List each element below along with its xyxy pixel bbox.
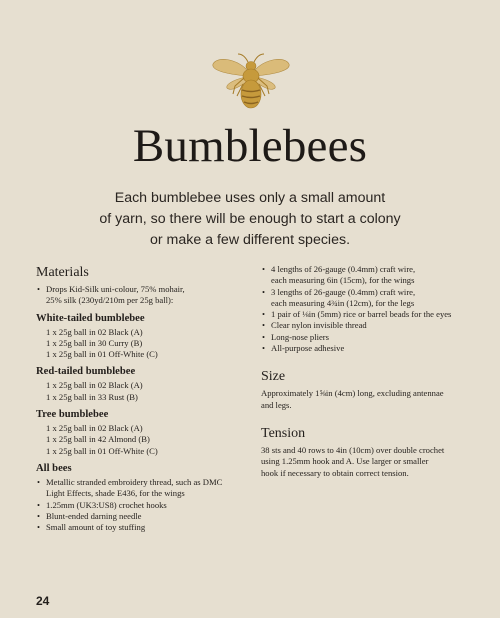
page-number: 24 [36,594,50,608]
list-item: • Long-nose pliers [261,332,471,343]
wire-line: each measuring 4¾in (12cm), for the legs [271,297,415,308]
white-tailed-item: 1 x 25g ball in 01 Off-White (C) [46,349,158,360]
tension-heading: Tension [261,425,306,441]
size-heading: Size [261,369,286,385]
white-tailed-item: 1 x 25g ball in 30 Curry (B) [46,337,143,348]
white-tailed-heading: White-tailed bumblebee [36,312,145,324]
wire-line: • 3 lengths of 26-gauge (0.4mm) craft wire, [271,286,416,297]
yarn-item [36,284,251,307]
list-item [261,264,471,287]
white-tailed-item: 1 x 25g ball in 02 Black (A) [46,326,143,337]
supplies-list [261,264,471,354]
yarn-list [36,284,251,307]
list-item: • 1 pair of ⅛in (5mm) rice or barrel beads for the eyes [261,309,471,320]
size-line: Approximately 1⅝in (4cm) long, excluding antennae [261,388,444,399]
tension-line: hook if necessary to obtain correct tension. [261,467,409,478]
yarn-line: • Drops Kid-Silk uni-colour, 75% mohair, [46,284,185,294]
all-bees-heading: All bees [36,462,72,474]
red-tailed-item: 1 x 25g ball in 33 Rust (B) [46,391,138,402]
intro-line: or make a few different species. [149,232,351,248]
list-item: • Blunt-ended darning needle [36,511,251,522]
materials-heading: Materials [36,265,89,280]
thread-line: Light Effects, shade E436, for the wings [46,488,185,499]
list-item [261,287,471,310]
wire-line: each measuring 6in (15cm), for the wings [271,275,415,286]
intro-line: of yarn, so there will be enough to start a colony [99,211,401,227]
list-item [36,477,251,500]
tension-line: using 1.25mm hook and A. Use larger or smaller [261,456,429,467]
thread-line: • Metallic stranded embroidery thread, such as DMC [46,476,223,487]
left-column [36,264,251,533]
tree-bumblebee-item: 1 x 25g ball in 42 Almond (B) [46,434,150,445]
list-item: • Small amount of toy stuffing [36,522,251,533]
tree-bumblebee-item: 1 x 25g ball in 02 Black (A) [46,423,143,434]
red-tailed-heading: Red-tailed bumblebee [36,366,136,378]
page-title: Bumblebees [132,120,368,172]
intro-line: Each bumblebee uses only a small amount [114,190,386,206]
bee-illustration-icon [211,50,291,114]
yarn-line: 25% silk (230yd/210m per 25g ball): [46,295,174,306]
all-bees-list [36,477,251,533]
right-column [261,264,471,479]
tension-line: 38 sts and 40 rows to 4in (10cm) over double crochet [261,444,445,455]
list-item: • 1.25mm (UK3:US8) crochet hooks [36,500,251,511]
tree-bumblebee-item: 1 x 25g ball in 01 Off-White (C) [46,445,158,456]
list-item: • All-purpose adhesive [261,343,471,354]
list-item: • Clear nylon invisible thread [261,320,471,331]
intro-paragraph [95,188,405,251]
tree-bumblebee-heading: Tree bumblebee [36,409,109,421]
size-line: and legs. [261,399,292,410]
wire-line: • 4 lengths of 26-gauge (0.4mm) craft wire, [271,264,416,274]
red-tailed-item: 1 x 25g ball in 02 Black (A) [46,380,143,391]
